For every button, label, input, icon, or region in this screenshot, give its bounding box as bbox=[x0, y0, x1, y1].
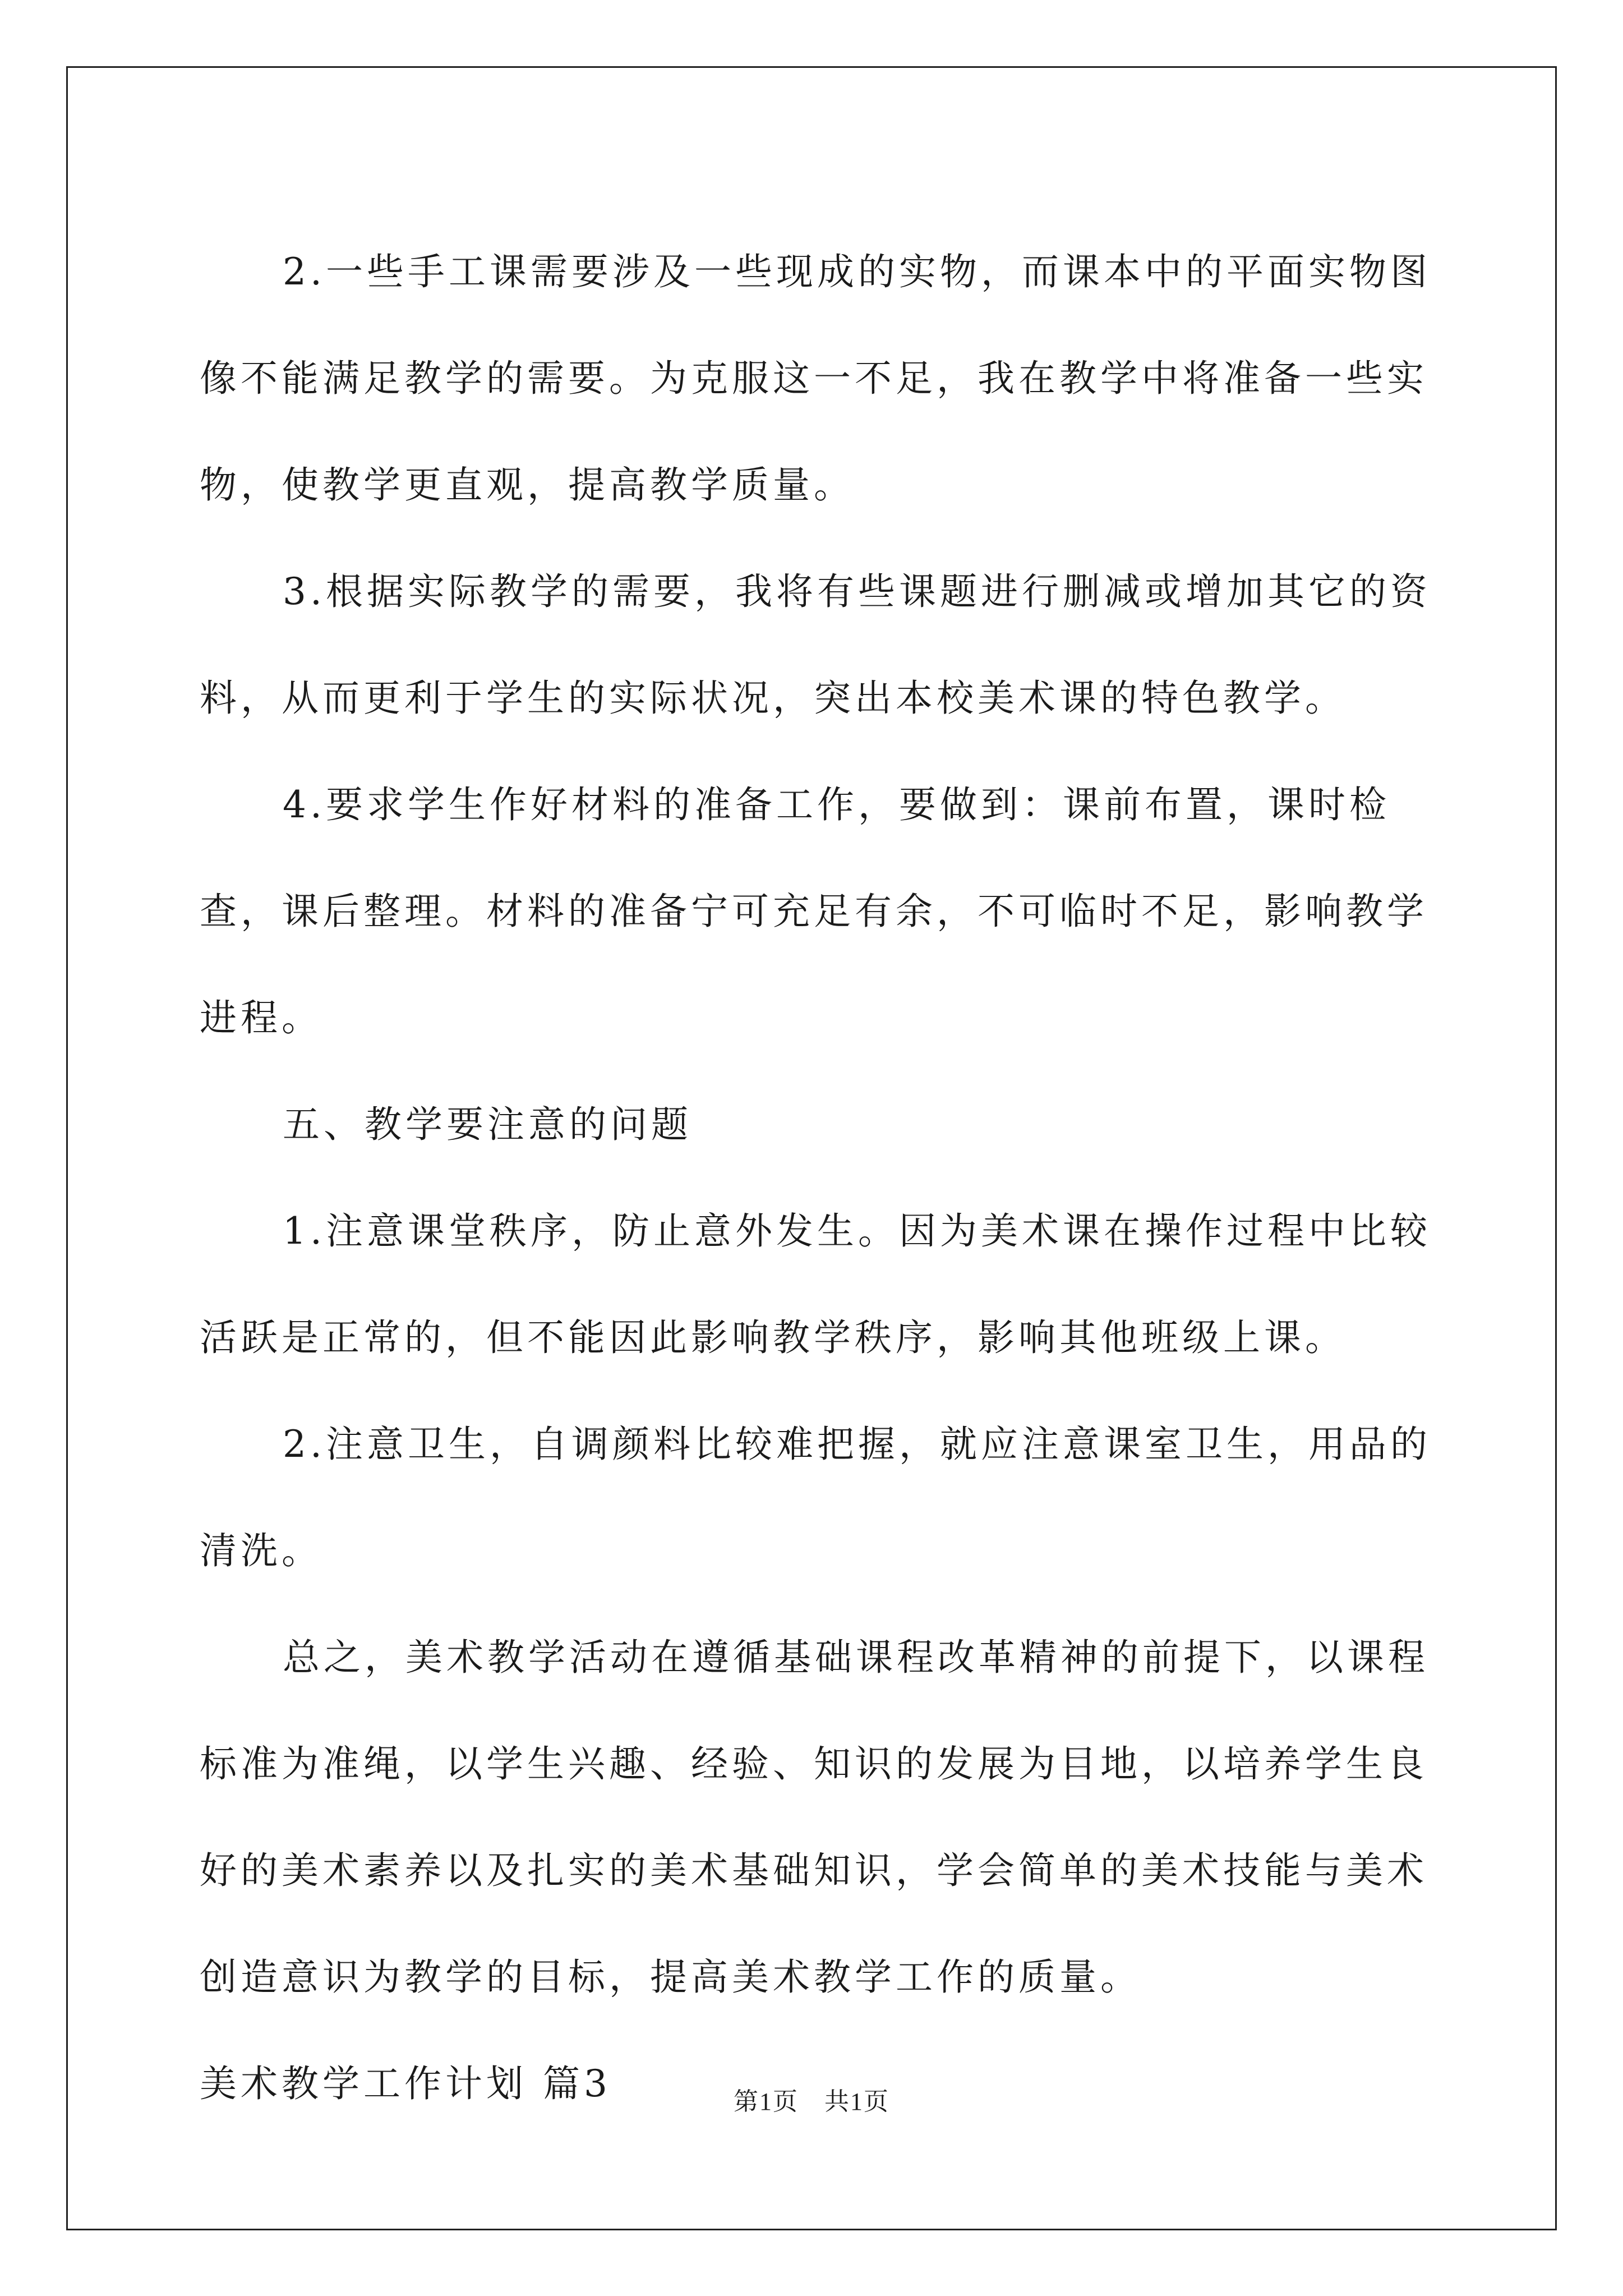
paragraph-item-2: 2.一些手工课需要涉及一些现成的实物，而课本中的平面实物图像不能满足教学的需要。为克服这一不足，我在教学中将准备一些实物，使教学更直观，提高教学质量。 bbox=[200, 250, 1431, 507]
paragraph-item-4: 4.要求学生作好材料的准备工作，要做到：课前布置，课时检查，课后整理。材料的准备宁可充足有余，不可临时不足，影响教学进程。 bbox=[200, 783, 1428, 1039]
next-section-title: 美术教学工作计划 篇3 bbox=[200, 2062, 611, 2105]
section-heading-5: 五、教学要注意的问题 bbox=[283, 1103, 692, 1146]
page-footer: 第1页 共1页 bbox=[734, 2088, 889, 2115]
document-body bbox=[200, 219, 1441, 2137]
paragraph-item-3: 3.根据实际教学的需要，我将有些课题进行删减或增加其它的资料，从而更利于学生的实际状况，突出本校美术课的特色教学。 bbox=[200, 570, 1431, 720]
summary-paragraph: 总之，美术教学活动在遵循基础课程改革精神的前提下，以课程标准为准绳，以学生兴趣、经验、知识的发展为目地，以培养学生良好的美术素养以及扎实的美术基础知识，学会简单的美术技能与美术创造意识为教学的目标，提高美术教学工作的质量。 bbox=[200, 1636, 1429, 1999]
paragraph-item-5-2: 2.注意卫生，自调颜料比较难把握，就应注意课室卫生，用品的清洗。 bbox=[200, 1423, 1431, 1572]
paragraph-item-5-1: 1.注意课堂秩序，防止意外发生。因为美术课在操作过程中比较活跃是正常的，但不能因此影响教学秩序，影响其他班级上课。 bbox=[200, 1209, 1431, 1359]
